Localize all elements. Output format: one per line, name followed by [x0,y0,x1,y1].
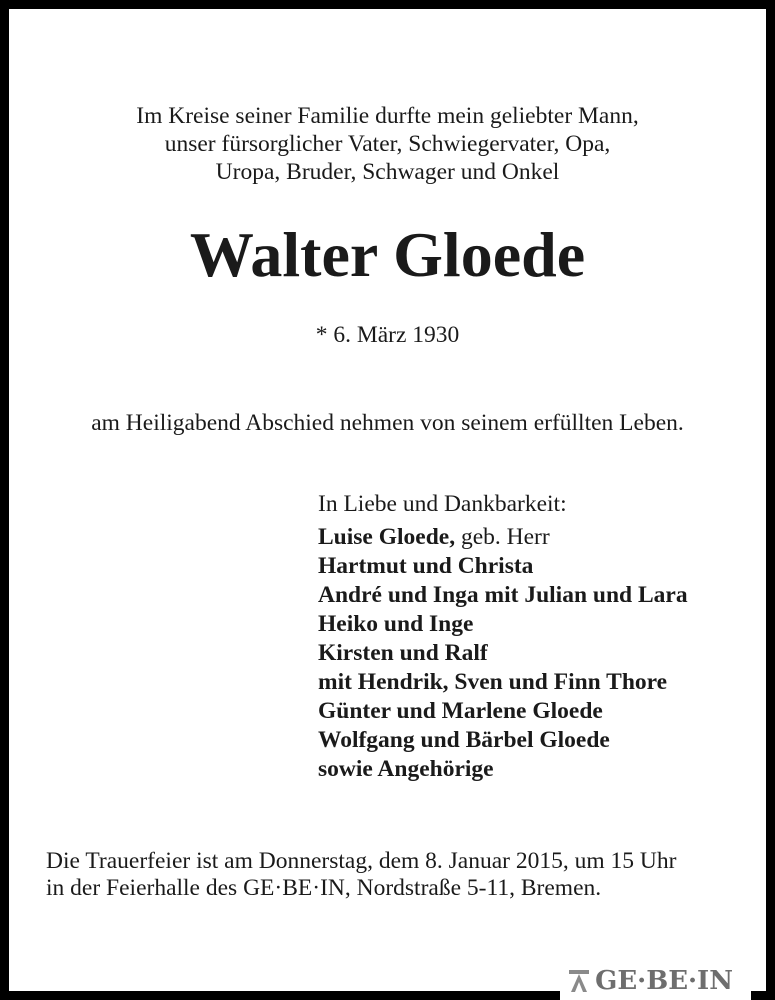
intro-line: unser fürsorglicher Vater, Schwiegervater, Opa, [164,131,611,157]
deceased-name: Walter Gloede [189,219,586,290]
gebein-logo-icon [567,968,591,994]
mourner-row: Günter und Marlene Gloede [318,698,603,724]
farewell-text: am Heiligabend Abschied nehmen von seinem erfüllten Leben. [91,410,684,436]
mourner-name: Luise Gloede, [318,524,456,550]
ceremony-line: in der Feierhalle des GE·BE·IN, Nordstraße 5-11, Bremen. [46,875,602,901]
mourner-row: sowie Angehörige [318,756,494,782]
mourners-heading: In Liebe und Dankbarkeit: [318,491,567,517]
intro-line: Im Kreise seiner Familie durfte mein geliebter Mann, [136,103,639,129]
border-bottom-right [751,991,775,1000]
mourner-row: André und Inga mit Julian und Lara [318,582,688,608]
gebein-logo [565,964,735,998]
ceremony-line: Die Trauerfeier ist am Donnerstag, dem 8. Januar 2015, um 15 Uhr [46,848,677,874]
mourner-row [318,523,688,552]
birth-date: * 6. März 1930 [315,322,460,348]
border-bottom-left [0,991,560,1000]
mourners-list [318,490,688,784]
mourner-row: mit Hendrik, Sven und Finn Thore [318,669,668,695]
intro-line: Uropa, Bruder, Schwager und Onkel [215,159,560,185]
logo-text: GE·BE·IN [595,966,733,996]
mourner-row: Wolfgang und Bärbel Gloede [318,727,610,753]
intro-text [0,102,775,186]
mourner-row: Heiko und Inge [318,611,474,637]
ceremony-info [46,848,676,902]
mourner-maiden-name: geb. Herr [455,524,550,550]
mourner-row: Kirsten und Ralf [318,640,488,666]
mourner-row: Hartmut und Christa [318,553,534,579]
